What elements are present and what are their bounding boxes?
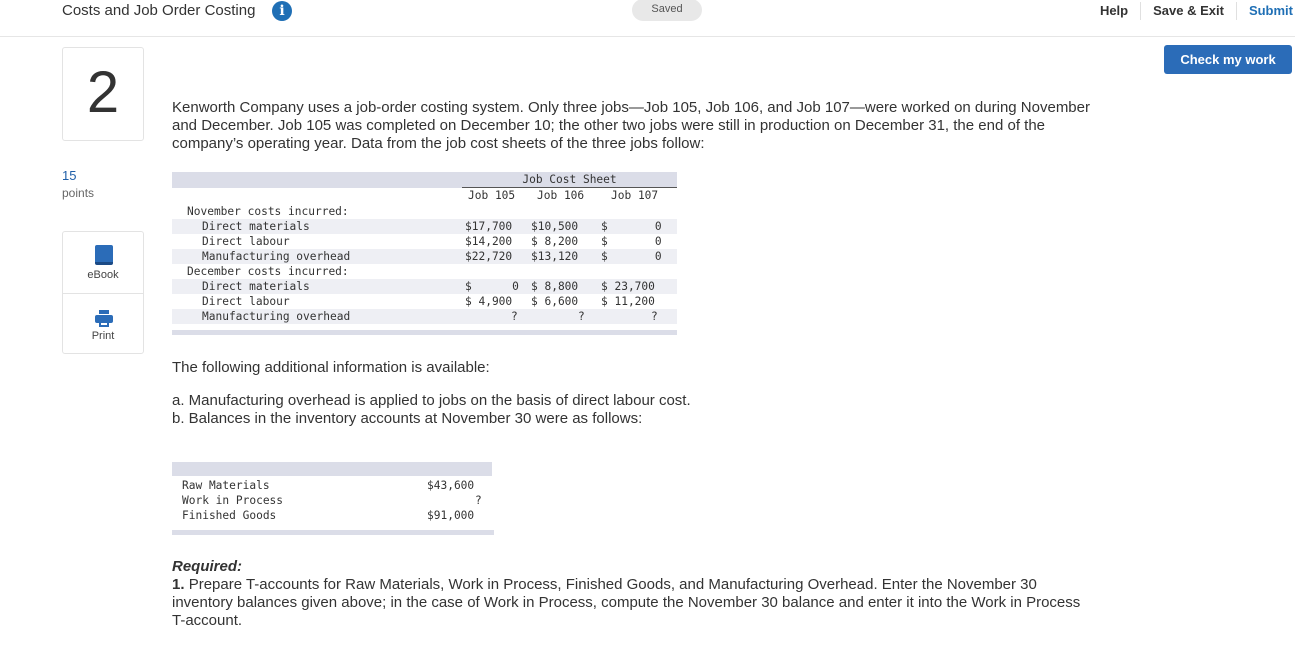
tools-panel [62,231,144,354]
book-icon [95,245,113,265]
table-row: Finished Goods $91,000 [182,509,475,522]
info-item-a: a. Manufacturing overhead is applied to jobs on the basis of direct labour cost. [172,392,691,409]
info-item-b: b. Balances in the inventory accounts at November 30 were as follows: [172,410,643,427]
check-my-work-button[interactable]: Check my work [1164,45,1292,74]
printer-icon [95,310,113,328]
column-header-job-106: Job 106 [537,189,585,202]
table-row: Direct labour $ 4,900 $ 6,600 $ 11,200 [202,295,655,308]
info-icon[interactable]: i [272,1,292,21]
table-row: December costs incurred: [187,265,349,278]
job-cost-sheet-title: Job Cost Sheet [522,173,617,186]
table-row: Manufacturing overhead $22,720 $13,120 $ 0 [172,249,677,264]
assignment-title: Costs and Job Order Costing [62,2,256,19]
top-bar [0,0,1295,37]
saved-status-badge: Saved [632,0,702,21]
submit-link[interactable]: Submit [1236,2,1295,20]
problem-intro: Kenworth Company uses a job-order costing system. Only three jobs—Job 105, Job 106, and Job 107—were worked on during November and December. Job 105 was completed on December 10; the other two jobs were still in production on December 31, the end of the company’s operating year. Data from the job cost sheets of the three jobs follow: [172,99,1090,152]
table-row: Work in Process ? [182,494,482,507]
table-row: November costs incurred: [187,205,349,218]
top-actions [1088,2,1295,20]
required-item-1 [172,576,1092,630]
points-value: 15 [62,168,77,183]
required-heading: Required: [172,558,243,575]
table-row: Raw Materials $43,600 [182,479,475,492]
table-row: Direct materials $ 0 $ 8,800 $ 23,700 [172,279,677,294]
required-item-text: Prepare T-accounts for Raw Materials, Work in Process, Finished Goods, and Manufacturing Overhead. Enter the November 30 inventory balances given above; in the case of Work in Process, compute the November 30 balance and enter it into the Work in Process T-account. [172,576,1081,629]
table-row: Manufacturing overhead ? ? ? [172,309,677,324]
print-label: Print [91,330,115,342]
table-row: Direct labour $14,200 $ 8,200 $ 0 [202,235,662,248]
save-exit-link[interactable]: Save & Exit [1140,2,1236,20]
question-number: 2 [86,60,120,125]
additional-info-intro: The following additional information is available: [172,359,490,376]
required-item-number: 1. [172,576,185,593]
ebook-label: eBook [87,269,119,281]
points-label: points [62,186,95,200]
job-cost-table [172,172,677,336]
column-header-job-107: Job 107 [611,189,659,202]
column-header-job-105: Job 105 [468,189,516,202]
table-row: Direct materials $17,700 $10,500 $ 0 [172,219,677,234]
inventory-balances-table [172,462,494,536]
ebook-button[interactable] [63,232,143,293]
print-button[interactable] [63,293,143,354]
help-link[interactable]: Help [1099,3,1129,18]
question-number-box [62,47,144,141]
